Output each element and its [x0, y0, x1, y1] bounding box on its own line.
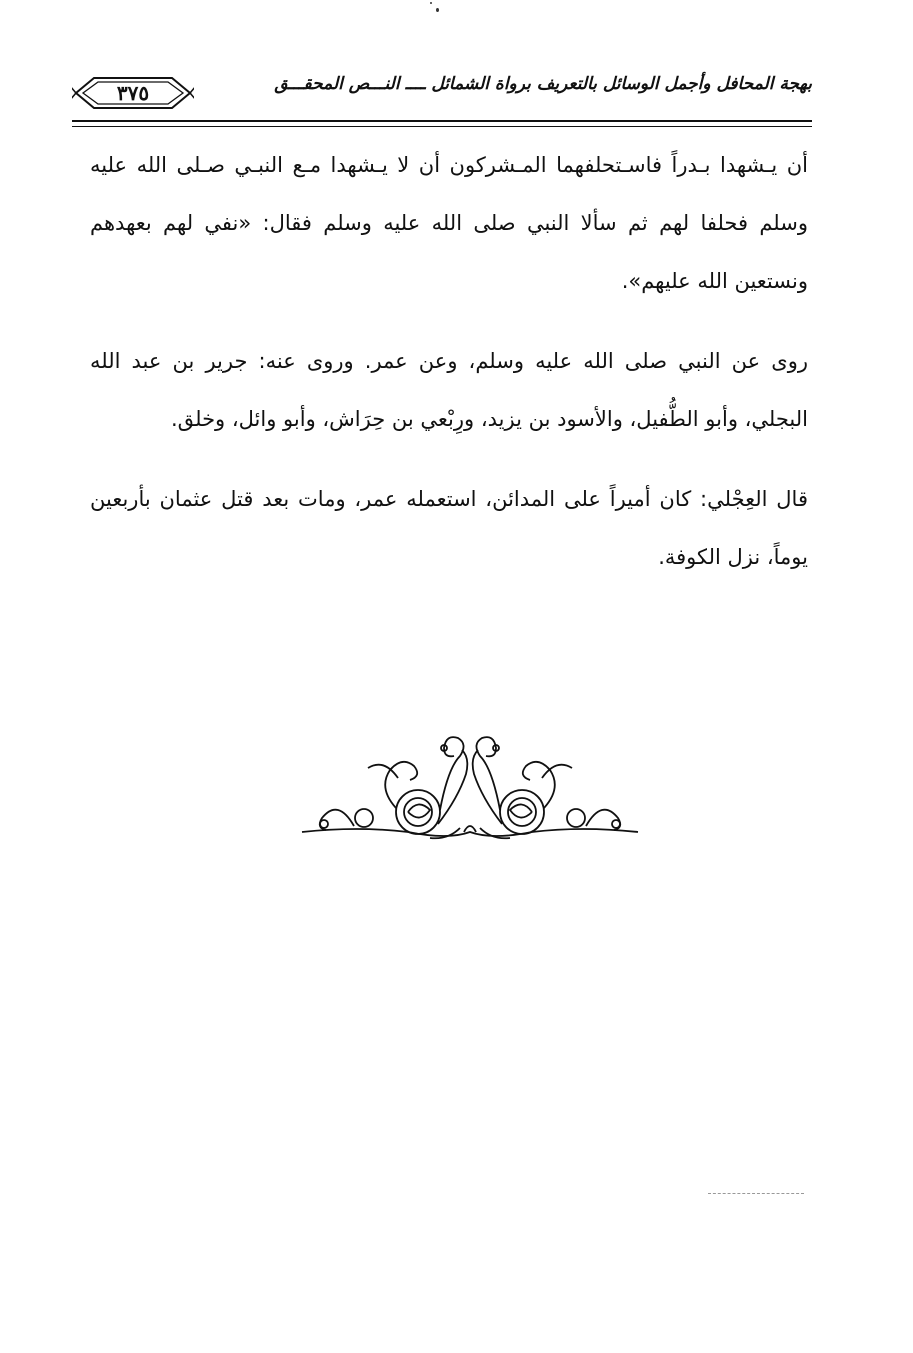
scan-speck — [430, 2, 432, 4]
running-title: بهجة المحافل وأجمل الوسائل بالتعريف برواة الشمائل ــــ النـــص المحقـــق — [274, 74, 812, 94]
paragraph: روى عن النبي صلى الله عليه وسلم، وعن عمر. وروى عنه: جرير بن عبد الله البجلي، وأبو الطُّفيل، والأسود بن يزيد، ورِبْعي بن حِرَاش، وأبو وائل، وخلق. — [90, 349, 808, 431]
footer-dashed-line — [708, 1193, 804, 1194]
page-header — [72, 66, 812, 122]
paragraph: أن يـشهدا بـدراً فاسـتحلفهما المـشركون أن لا يـشهدا مـع النبـي صـلى الله عليه وسلم فحلفا لهم ثم سألا النبي صلى الله عليه وسلم فقال: «نفي لهم بعهدهم ونستعين الله عليهم». — [90, 153, 808, 293]
header-rule-thin — [72, 126, 812, 127]
page-number: ٣٧٥ — [116, 81, 150, 105]
floral-ornament-icon — [298, 728, 642, 850]
page-number-badge — [72, 74, 194, 112]
scan-speck — [436, 8, 439, 12]
header-rule — [72, 120, 812, 122]
page-body — [90, 136, 808, 608]
paragraph: قال العِجْلي: كان أميراً على المدائن، استعمله عمر، ومات بعد قتل عثمان بأربعين يوماً، نزل الكوفة. — [90, 487, 808, 569]
